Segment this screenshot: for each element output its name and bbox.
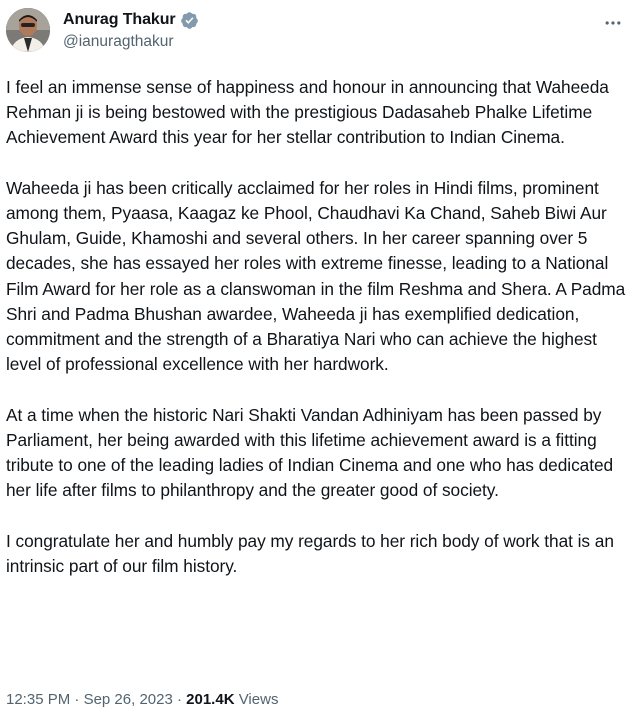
- meta-separator: ·: [176, 691, 182, 708]
- tweet-paragraph: I feel an immense sense of happiness and honour in announcing that Waheeda Rehman ji is being bestowed with the prestigious Dadasaheb Phalke Lifetime Achievement Award this year for her stellar contribution to Indian Cinema.: [6, 77, 609, 148]
- author-handle[interactable]: @ianuragthakur: [63, 33, 174, 50]
- tweet-paragraph: I congratulate her and humbly pay my regards to her rich body of work that is an intrinsic part of our film history.: [6, 530, 614, 576]
- more-horizontal-icon[interactable]: [600, 10, 626, 36]
- author-name[interactable]: Anurag Thakur: [63, 11, 176, 28]
- avatar-photo: [6, 8, 50, 52]
- tweet-text: [6, 75, 631, 604]
- verified-badge-icon: [180, 11, 199, 30]
- tweet-paragraph: At a time when the historic Nari Shakti Vandan Adhiniyam has been passed by Parliament, her being awarded with this lifetime achievement award is a fitting tribute to one of the leading ladies of Indian Cinema and one who has dedicated her life after films to philanthropy and the greater good of society.: [6, 404, 614, 501]
- tweet-metadata: [6, 691, 278, 708]
- tweet-date[interactable]: Sep 26, 2023: [83, 691, 173, 708]
- author-name-row[interactable]: [63, 9, 199, 31]
- views-count: 201.4K: [186, 691, 235, 708]
- tweet-time[interactable]: 12:35 PM: [6, 691, 71, 708]
- avatar[interactable]: [6, 8, 50, 52]
- views-label: Views: [238, 691, 279, 708]
- tweet-paragraph: Waheeda ji has been critically acclaimed for her roles in Hindi films, prominent among them, Pyaasa, Kaagaz ke Phool, Chaudhavi Ka Chand, Saheb Biwi Aur Ghulam, Guide, Khamoshi and several others. In her career spanning over 5 decades, she has essayed her roles with extreme finesse, leading to a National Film Award for her role as a clanswoman in the film Reshma and Shera. A Padma Shri and Padma Bhushan awardee, Waheeda ji has exemplified dedication, commitment and the strength of a Bharatiya Nari who can achieve the highest level of professional excellence with her hardwork.: [6, 177, 626, 375]
- meta-separator: ·: [74, 691, 80, 708]
